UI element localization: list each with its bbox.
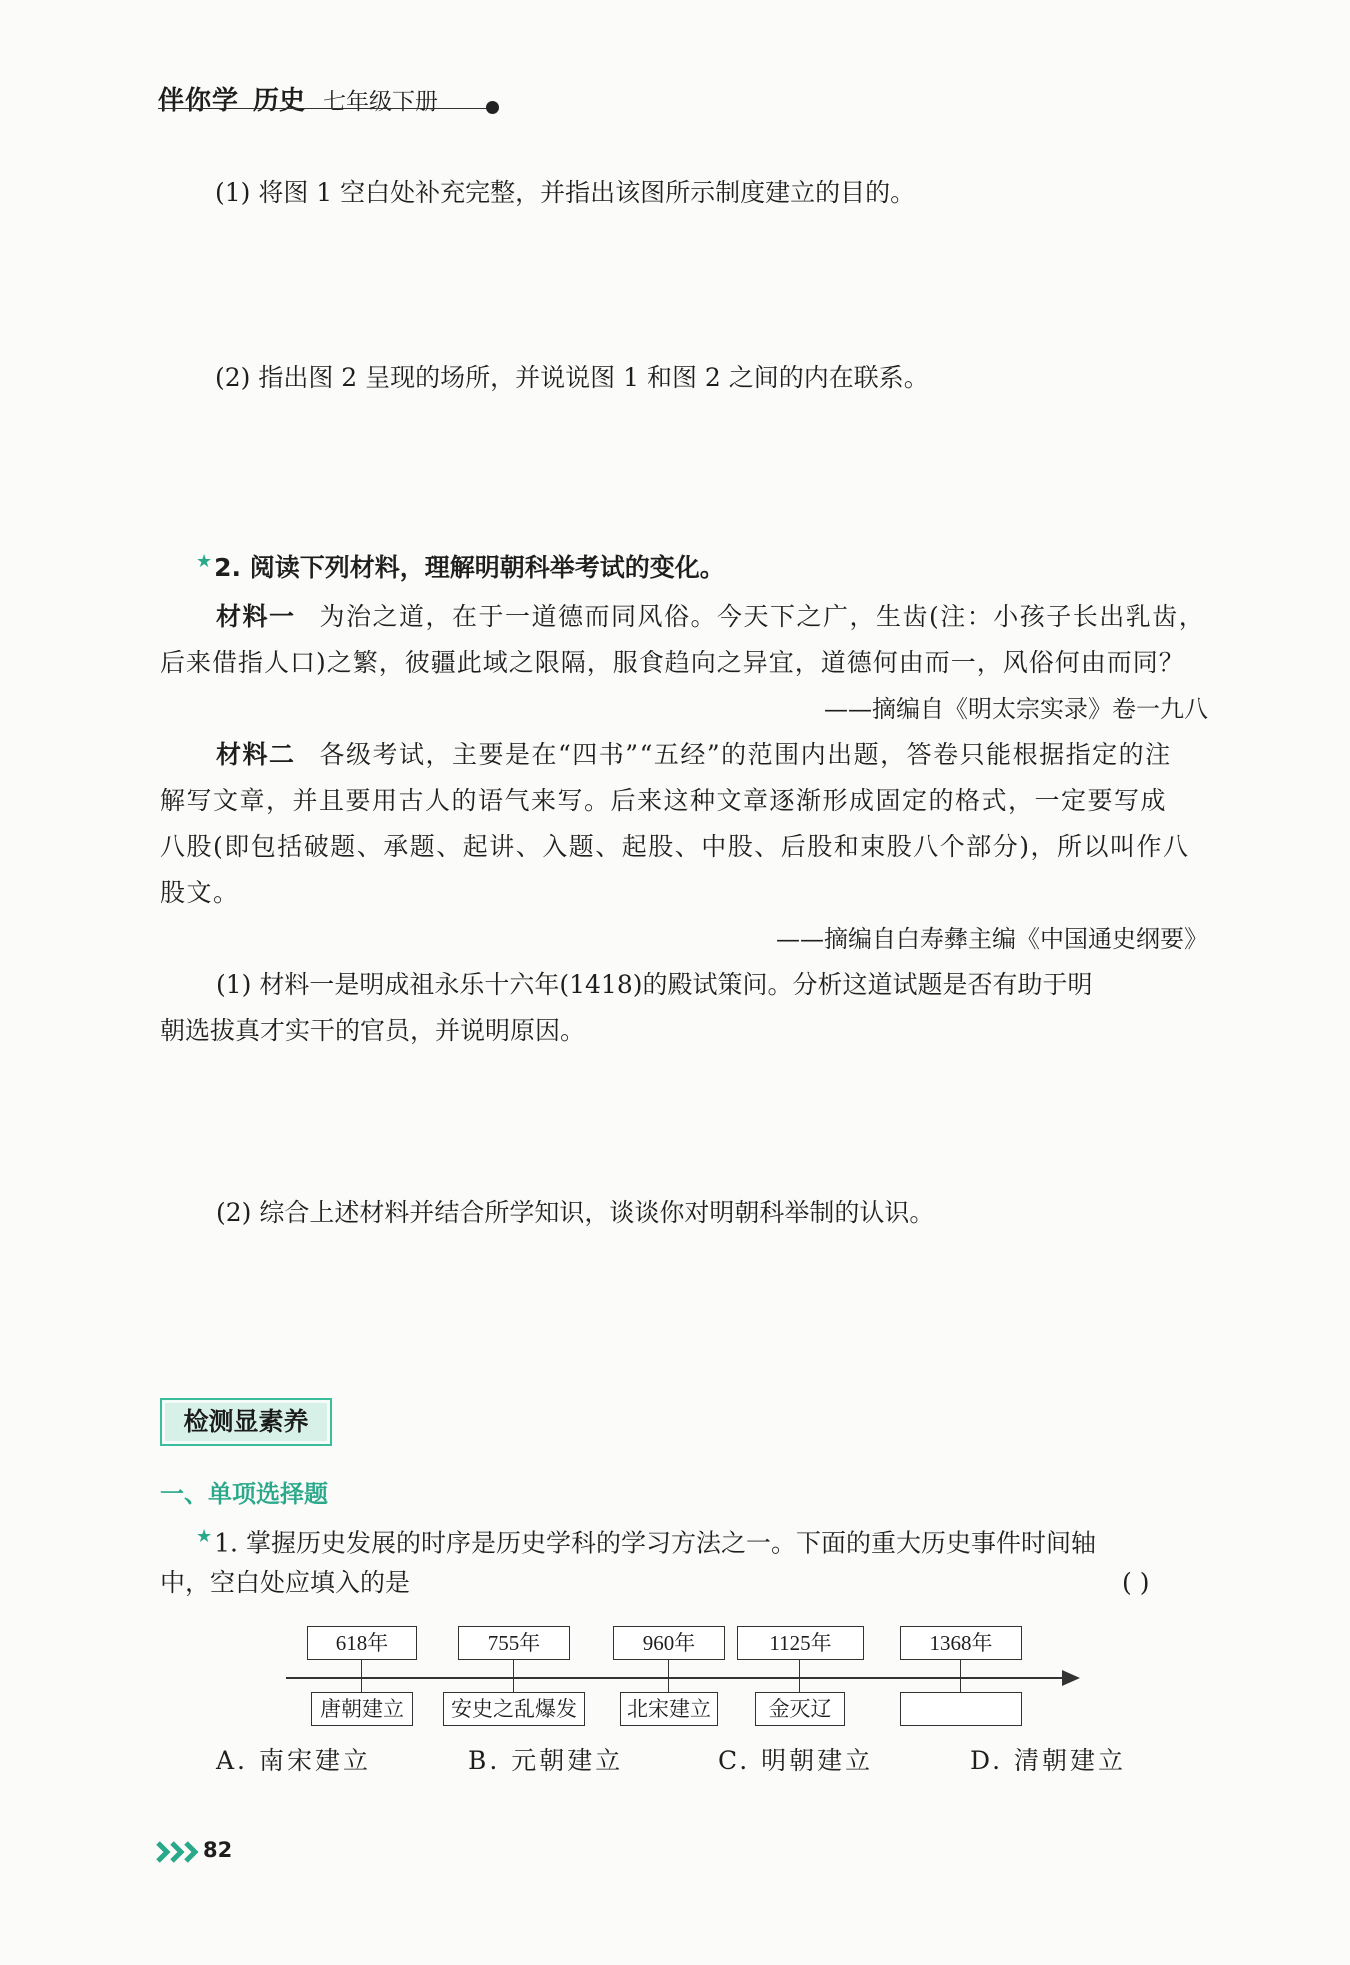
material2-source: ——摘编自白寿彝主编《中国通史纲要》 bbox=[776, 925, 1208, 953]
star-icon: ★ bbox=[196, 1526, 213, 1547]
timeline-event: 安史之乱爆发 bbox=[443, 1692, 585, 1726]
material2-line4: 股文。 bbox=[160, 878, 240, 907]
q2-sub2: (2) 综合上述材料并结合所学知识，谈谈你对明朝科举制的认识。 bbox=[216, 1198, 935, 1227]
material1-line2: 后来借指人口)之繁，彼疆此域之限隔，服食趋向之异宜，道德何由而一，风俗何由而同？ bbox=[160, 648, 1185, 677]
timeline-axis bbox=[286, 1677, 1066, 1679]
answer-bracket[interactable]: ( ) bbox=[1122, 1568, 1150, 1597]
q2-title-text: 2. 阅读下列材料，理解明朝科举考试的变化。 bbox=[214, 553, 725, 582]
mcq1-line1 bbox=[196, 1514, 1096, 1566]
option-c[interactable]: C. 明朝建立 bbox=[718, 1746, 874, 1775]
timeline-year: 1368年 bbox=[900, 1626, 1022, 1660]
material1-source: ——摘编自《明太宗实录》卷一九八 bbox=[824, 695, 1208, 723]
header-brand: 伴你学 bbox=[158, 86, 240, 116]
material2-line1 bbox=[216, 732, 1172, 778]
timeline-event: 金灭辽 bbox=[755, 1692, 845, 1726]
timeline-tick bbox=[361, 1677, 362, 1692]
material2-label: 材料二 bbox=[216, 740, 296, 769]
timeline-blank[interactable] bbox=[900, 1692, 1022, 1726]
material2-line2: 解写文章，并且要用古人的语气来写。后来这种文章逐渐形成固定的格式，一定要写成 bbox=[160, 786, 1168, 815]
timeline-year: 960年 bbox=[613, 1626, 725, 1660]
section-subheading: 一、单项选择题 bbox=[160, 1480, 328, 1508]
timeline-tick bbox=[361, 1660, 362, 1677]
option-d[interactable]: D. 清朝建立 bbox=[970, 1746, 1127, 1775]
option-a[interactable]: A. 南宋建立 bbox=[216, 1746, 371, 1775]
material1-label: 材料一 bbox=[216, 602, 296, 631]
material1-line1 bbox=[216, 594, 1205, 640]
q1-part2: (2) 指出图 2 呈现的场所，并说说图 1 和图 2 之间的内在联系。 bbox=[215, 363, 929, 392]
material2-text1: 各级考试，主要是在“四书”“五经”的范围内出题，答卷只能根据指定的注 bbox=[319, 740, 1172, 769]
timeline-year: 755年 bbox=[458, 1626, 570, 1660]
option-b[interactable]: B. 元朝建立 bbox=[468, 1746, 624, 1775]
section-badge: 检测显素养 bbox=[160, 1398, 332, 1446]
header-grade: 七年级下册 bbox=[323, 89, 439, 115]
q2-sub1-line2: 朝选拔真才实干的官员，并说明原因。 bbox=[160, 1016, 586, 1045]
material1-text1: 为治之道，在于一道德而同风俗。今天下之广，生齿(注：小孩子长出乳齿， bbox=[319, 602, 1206, 631]
timeline-tick bbox=[799, 1677, 800, 1692]
page-arrows-icon bbox=[156, 1840, 202, 1868]
q1-part1: (1) 将图 1 空白处补充完整，并指出该图所示制度建立的目的。 bbox=[215, 178, 916, 207]
timeline-tick bbox=[668, 1660, 669, 1677]
q2-title bbox=[196, 548, 725, 584]
timeline-event: 唐朝建立 bbox=[311, 1692, 413, 1726]
mcq1-line2: 中，空白处应填入的是 bbox=[160, 1568, 411, 1597]
timeline-year: 1125年 bbox=[737, 1626, 864, 1660]
timeline-arrow-icon bbox=[1062, 1670, 1080, 1686]
timeline-tick bbox=[668, 1677, 669, 1692]
header-rule bbox=[158, 108, 490, 109]
timeline-tick bbox=[513, 1660, 514, 1677]
mcq1-text1: 1. 掌握历史发展的时序是历史学科的学习方法之一。下面的重大历史事件时间轴 bbox=[214, 1528, 1096, 1558]
page-number: 82 bbox=[203, 1838, 233, 1862]
star-icon: ★ bbox=[196, 550, 213, 572]
q2-sub1-line1: (1) 材料一是明成祖永乐十六年(1418)的殿试策问。分析这道试题是否有助于明 bbox=[216, 970, 1093, 999]
material2-line3: 八股(即包括破题、承题、起讲、入题、起股、中股、后股和束股八个部分)，所以叫作八 bbox=[160, 832, 1190, 861]
timeline-year: 618年 bbox=[307, 1626, 417, 1660]
timeline-tick bbox=[513, 1677, 514, 1692]
header-subject: 历史 bbox=[253, 86, 306, 116]
timeline-event: 北宋建立 bbox=[620, 1692, 718, 1726]
timeline-tick bbox=[960, 1677, 961, 1692]
timeline-tick bbox=[960, 1660, 961, 1677]
header-dot bbox=[486, 101, 499, 114]
timeline-tick bbox=[799, 1660, 800, 1677]
